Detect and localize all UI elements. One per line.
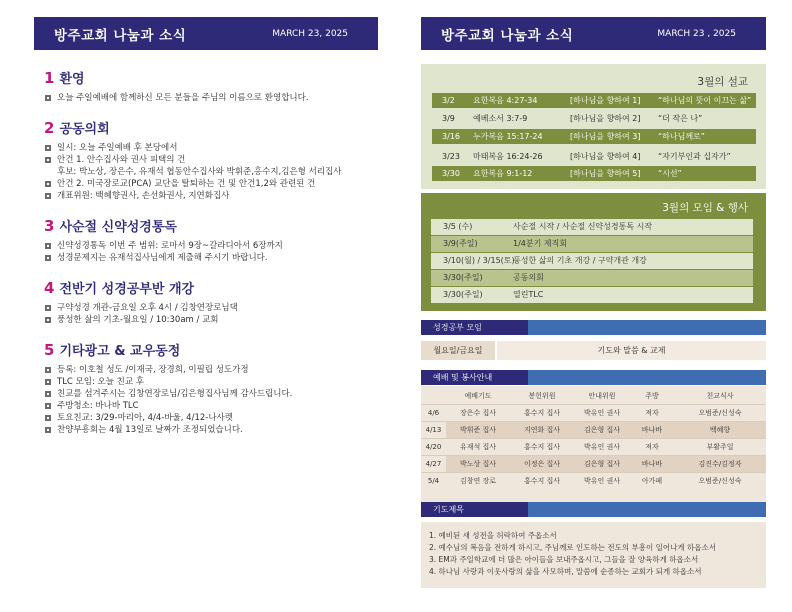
list-item: 안건 1. 안수집사와 권사 피택의 건 xyxy=(44,154,389,166)
service-label: 예배 및 봉사안내 xyxy=(421,370,528,385)
event-date: 3/5 (수) xyxy=(443,222,473,231)
sermon-series: [하나님을 향하여 5] xyxy=(570,169,641,178)
table-cell: 부활주일 xyxy=(674,439,766,456)
table-header: 주방 xyxy=(645,392,659,400)
right-page-header xyxy=(421,17,766,50)
sermon-box xyxy=(421,64,766,189)
list-item: 신약성경통독 이번 주 범위: 로마서 9장~갈라디아서 6장까지 xyxy=(44,240,389,252)
table-cell: 이정은 집사 xyxy=(510,456,574,473)
table-cell: 바나바 xyxy=(630,422,674,439)
event-date: 3/10(월) / 3/15(토) xyxy=(443,256,515,265)
table-cell: 김창연 장로 xyxy=(446,473,510,490)
table-cell: 오범준/신성숙 xyxy=(674,473,766,490)
table-row xyxy=(421,405,766,422)
sermon-passage: 마태복음 16:24-26 xyxy=(473,152,543,161)
table-header: 안내위원 xyxy=(588,392,616,400)
list-item: 친교를 섬겨주시는 김창연장로님/김은형집사님께 감사드립니다. xyxy=(44,388,389,400)
table-row xyxy=(421,456,766,473)
list-item: 풍성한 삶의 기초-월요일 / 10:30am / 교회 xyxy=(44,314,389,326)
event-desc: 공동의회 xyxy=(513,273,544,282)
table-cell: 져자 xyxy=(630,405,674,422)
event-date: 3/9(주일) xyxy=(443,239,478,248)
sermon-date: 3/9 xyxy=(442,114,455,123)
sermon-subject: “시선” xyxy=(658,169,682,178)
table-cell: 홍수지 집사 xyxy=(510,439,574,456)
study-day: 월요일/금요일 xyxy=(421,341,495,360)
list-item: 후보: 박노상, 장은수, 유재석 협동안수집사와 박휘준,홍수지,김은형 서리집사 xyxy=(57,167,342,177)
table-header: 봉헌위원 xyxy=(528,392,556,400)
table-cell: 박유인 권사 xyxy=(574,439,630,456)
list-item: 찬양부흥회는 4월 13일로 날짜가 조정되었습니다. xyxy=(44,424,389,436)
sermon-subject: “자기부인과 십자가” xyxy=(658,152,731,161)
table-cell: 4/13 xyxy=(421,422,446,439)
section-number: 1 xyxy=(44,69,55,87)
table-cell: 김은형 집사 xyxy=(574,422,630,439)
table-cell: 장은수 집사 xyxy=(446,405,510,422)
section-title-text: 공동의회 xyxy=(59,122,110,137)
list-item: 안건 2. 미국장로교(PCA) 교단을 탈퇴하는 건 및 안건1,2와 관련된 건 xyxy=(44,178,389,190)
sermon-passage: 누가복음 15:17-24 xyxy=(473,132,543,141)
section-lent-reading xyxy=(44,216,389,264)
sermon-row xyxy=(432,149,756,164)
event-row xyxy=(431,270,753,286)
study-desc: 기도와 말씀 & 교제 xyxy=(497,341,766,360)
event-row xyxy=(431,253,753,269)
list-item: 토요친교: 3/29-마리아, 4/4-바울, 4/12-나사렛 xyxy=(44,412,389,424)
table-cell: 박유인 권사 xyxy=(574,473,630,490)
table-cell: 4/20 xyxy=(421,439,446,456)
list-item: 개표위원: 백혜향권사, 손선화권사, 지연화집사 xyxy=(44,190,389,202)
study-row xyxy=(421,341,766,360)
table-row xyxy=(421,439,766,456)
table-header: 예배기도 xyxy=(464,392,492,400)
section-congregation-meeting xyxy=(44,118,389,202)
section-number: 5 xyxy=(44,341,55,359)
table-row xyxy=(421,473,766,490)
table-cell: 박유인 권사 xyxy=(574,405,630,422)
section-title xyxy=(44,340,389,359)
list-item: TLC 모임: 오늘 친교 후 xyxy=(44,376,389,388)
section-title xyxy=(44,216,389,235)
left-header-date: MARCH 23, 2025 xyxy=(272,28,348,39)
sermon-row xyxy=(432,166,756,181)
section-title xyxy=(44,278,389,297)
prayer-bar xyxy=(421,502,766,517)
section-title-text: 기타광고 & 교우동정 xyxy=(59,344,181,359)
section-title xyxy=(44,68,389,87)
event-row xyxy=(431,236,753,252)
sermon-row xyxy=(432,93,756,108)
sermon-subject: “하나님께로” xyxy=(658,132,705,141)
table-cell: 아가페 xyxy=(630,473,674,490)
table-cell: 지연화 집사 xyxy=(510,422,574,439)
left-page-header xyxy=(34,17,378,50)
table-cell: 홍수지 집사 xyxy=(510,473,574,490)
sermon-row xyxy=(432,111,756,126)
table-cell: 김진수/김정자 xyxy=(674,456,766,473)
event-date: 3/30(주일) xyxy=(443,290,483,299)
service-table-box xyxy=(421,386,766,503)
prayer-item: 1. 예비된 새 성전을 허락하여 주옵소서 xyxy=(429,531,557,540)
left-header-title: 방주교회 나눔과 소식 xyxy=(54,27,187,44)
prayer-bar-extension xyxy=(528,502,766,517)
sermon-passage: 요한복음 4:27-34 xyxy=(473,96,538,105)
announcements xyxy=(44,68,389,450)
section-other-news xyxy=(44,340,389,436)
event-date: 3/30(주일) xyxy=(443,273,483,282)
section-welcome xyxy=(44,68,389,104)
sermon-series: [하나님을 향하여 1] xyxy=(570,96,641,105)
events-box xyxy=(421,193,766,311)
study-bar xyxy=(421,320,766,335)
events-title: 3월의 모임 & 행사 xyxy=(662,202,748,214)
sermon-series: [하나님을 향하여 3] xyxy=(570,132,641,141)
table-header-row xyxy=(421,388,766,405)
table-cell: 져자 xyxy=(630,439,674,456)
section-number: 4 xyxy=(44,279,55,297)
service-bar-extension xyxy=(528,370,766,385)
sermon-date: 3/16 xyxy=(442,132,460,141)
sermon-subject: “더 작은 나” xyxy=(658,114,703,123)
sermon-passage: 요한복음 9:1-12 xyxy=(473,169,533,178)
right-header-title: 방주교회 나눔과 소식 xyxy=(441,27,574,44)
section-title-text: 환영 xyxy=(59,72,85,87)
table-cell: 오범준/신성숙 xyxy=(674,405,766,422)
section-bible-study xyxy=(44,278,389,326)
study-bar-extension xyxy=(528,320,766,335)
table-cell: 4/6 xyxy=(421,405,446,422)
event-desc: 1/4분기 제직회 xyxy=(513,239,568,248)
service-bar xyxy=(421,370,766,385)
list-item: 주방청소: 바나바 TLC xyxy=(44,400,389,412)
table-cell: 4/27 xyxy=(421,456,446,473)
event-row xyxy=(431,287,753,303)
prayer-item: 2. 예수님의 복음을 전하게 하시고, 주님께로 인도하는 전도의 부흥이 일어나게 하옵소서 xyxy=(429,543,716,552)
right-header-date: MARCH 23 , 2025 xyxy=(657,28,736,39)
sermon-passage: 예베소서 3:7-9 xyxy=(473,114,528,123)
prayer-item: 3. EM과 주일학교에 더 많은 아이들을 보내주옵시고, 그들을 잘 양육하게 하옵소서 xyxy=(429,555,699,564)
section-number: 2 xyxy=(44,119,55,137)
event-desc: 풍성한 삶의 기초 개강 / 구약개관 개강 xyxy=(513,256,647,265)
event-desc: 사순절 시작 / 사순절 신약성경통독 시작 xyxy=(513,222,653,231)
prayer-label: 기도제목 xyxy=(421,502,528,517)
sermon-row xyxy=(432,129,756,144)
list-item: 일시: 오늘 주일예배 후 본당에서 xyxy=(44,142,389,154)
table-cell: 박노상 집사 xyxy=(446,456,510,473)
table-cell: 홍수지 집사 xyxy=(510,405,574,422)
section-title-text: 사순절 신약성경통독 xyxy=(59,220,177,235)
sermon-series: [하나님을 향하여 2] xyxy=(570,114,641,123)
table-cell: 박휘준 집사 xyxy=(446,422,510,439)
table-cell: 바나바 xyxy=(630,456,674,473)
sermon-title: 3월의 설교 xyxy=(697,76,748,88)
list-item: 성경문제지는 유재석집사님에게 제출해 주시기 바랍니다. xyxy=(44,252,389,264)
event-row xyxy=(431,219,753,235)
table-cell: 5/4 xyxy=(421,473,446,490)
table-row xyxy=(421,422,766,439)
table-header: 친교식사 xyxy=(706,392,734,400)
list-item: 등록: 이호철 성도 /이재국, 장경희, 이필립 성도가정 xyxy=(44,364,389,376)
sermon-date: 3/23 xyxy=(442,152,460,161)
sermon-subject: “하나님의 뜻이 이끄는 삶” xyxy=(658,96,752,105)
section-title-text: 전반기 성경공부반 개강 xyxy=(59,282,195,297)
table-cell: 김은형 집사 xyxy=(574,456,630,473)
table-cell: 유재석 집사 xyxy=(446,439,510,456)
prayer-box xyxy=(421,522,766,588)
sermon-date: 3/30 xyxy=(442,169,460,178)
event-desc: 열린TLC xyxy=(513,290,544,299)
service-table xyxy=(421,388,766,489)
list-item: 구약성경 개관-금요일 오후 4시 / 김창연장로님댁 xyxy=(44,302,389,314)
sermon-date: 3/2 xyxy=(442,96,455,105)
prayer-item: 4. 하나님 사랑과 이웃사랑의 삶을 사모하며, 말씀에 순종하는 교회가 되게 하옵소서 xyxy=(429,567,702,576)
list-item: 오늘 주일예배에 함께하신 모든 분들을 주님의 이름으로 환영합니다. xyxy=(44,92,389,104)
study-label: 성경공부 모임 xyxy=(421,320,528,335)
section-title xyxy=(44,118,389,137)
section-number: 3 xyxy=(44,217,55,235)
table-cell: 백혜향 xyxy=(674,422,766,439)
sermon-series: [하나님을 향하여 4] xyxy=(570,152,641,161)
